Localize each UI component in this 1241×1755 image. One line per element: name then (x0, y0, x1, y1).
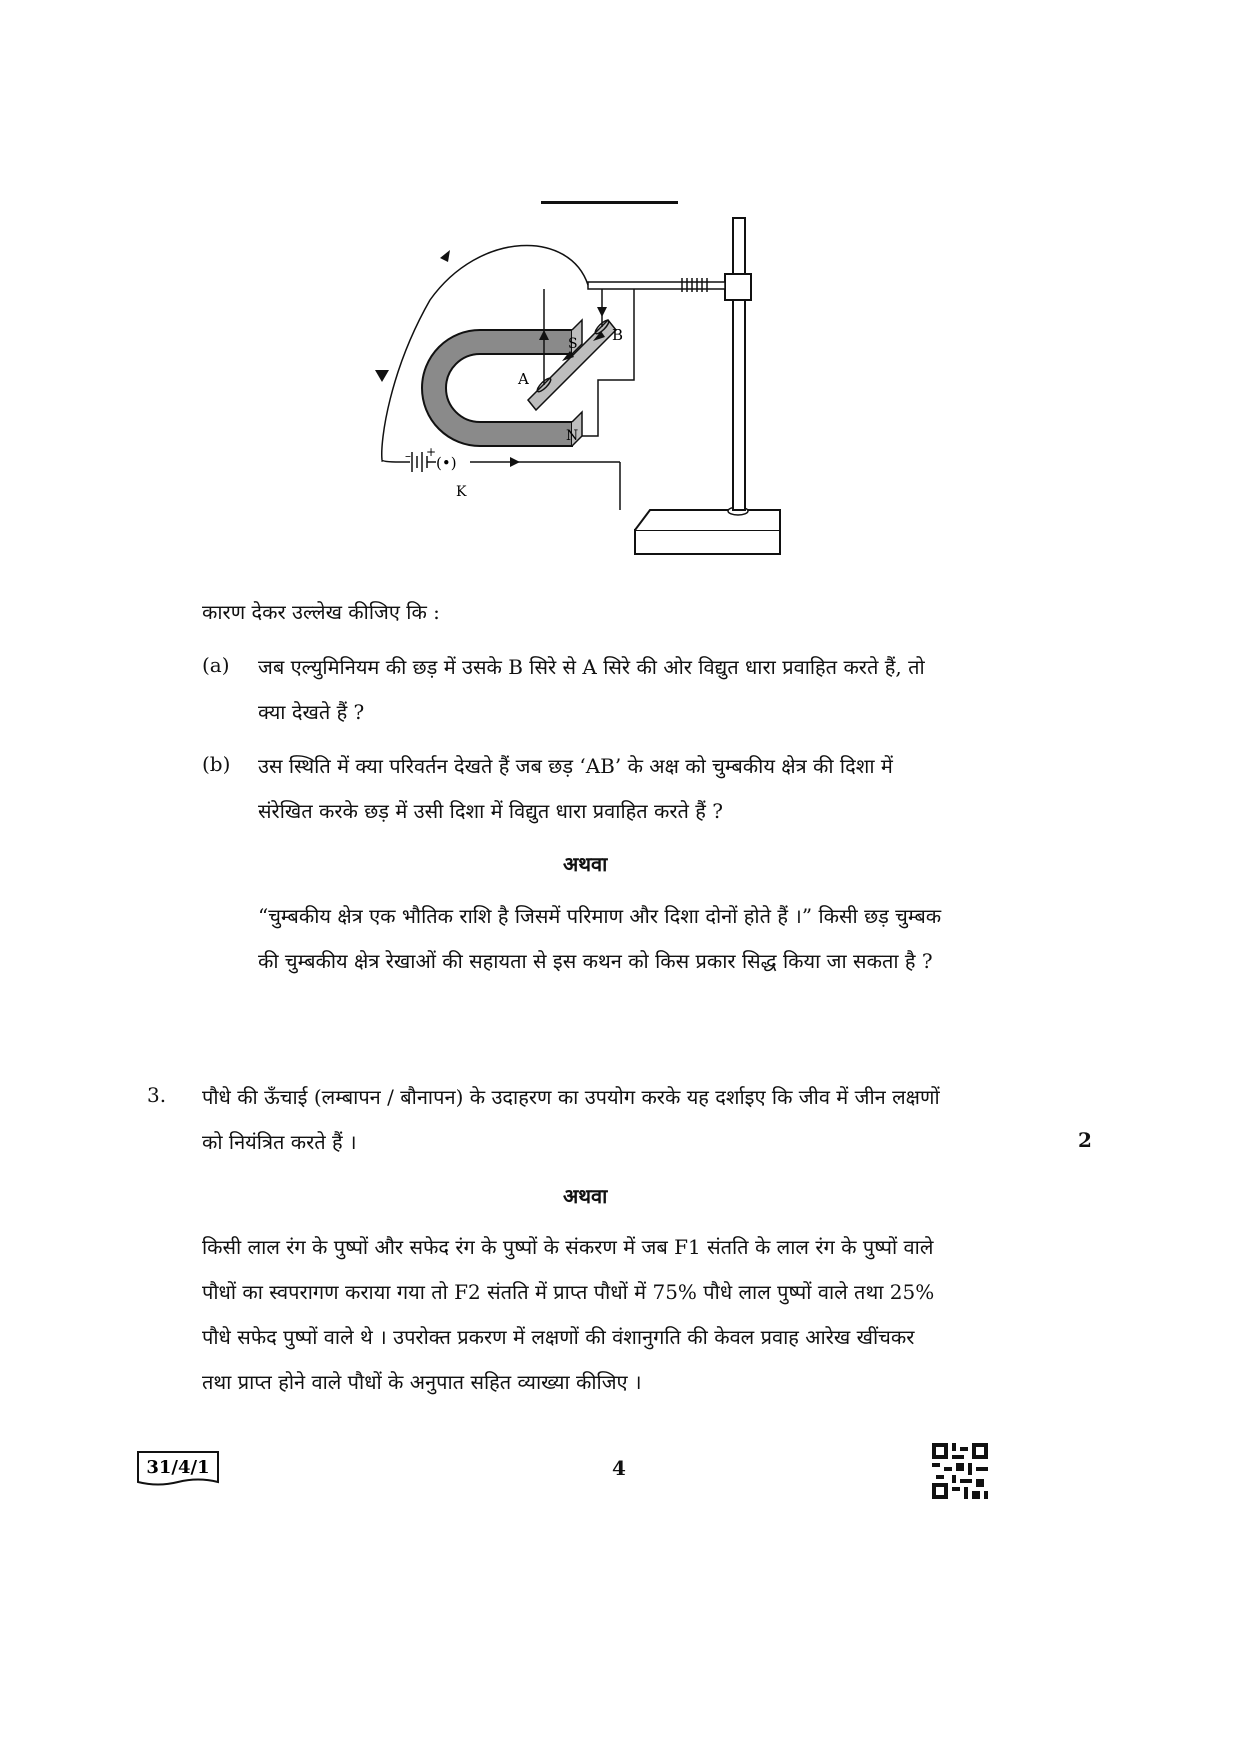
paper-code: 31/4/1 (146, 1457, 210, 1478)
label-minus: – (405, 449, 411, 463)
q3-or-line2: पौधों का स्वपरागण कराया गया तो F2 संतति में प्राप्त पौधों में 75% पौधे लाल पुष्पों वाले तथा 25% (202, 1280, 935, 1304)
magnetic-field-experiment-figure (405, 210, 780, 570)
q3-or-line3: पौधे सफेद पुष्पों वाले थे । उपरोक्त प्रकरण में लक्षणों की वंशानुगति की केवल प्रवाह आरेख खींचकर (202, 1325, 915, 1349)
q2-intro: कारण देकर उल्लेख कीजिए कि : (202, 600, 440, 624)
qr-code-icon (932, 1443, 988, 1499)
q3-number: 3. (147, 1083, 167, 1107)
q2-b-marker: (b) (202, 752, 231, 776)
q2-a-marker: (a) (202, 653, 230, 677)
arrow-down-icon (597, 307, 607, 317)
label-s: S (568, 336, 578, 352)
horizontal-rod (588, 282, 725, 289)
label-a: A (518, 370, 529, 388)
stand-pole (733, 218, 745, 510)
q2-b-line2: संरेखित करके छड़ में उसी दिशा में विद्युत धारा प्रवाहित करते हैं ? (258, 799, 724, 823)
page-number: 4 (612, 1456, 626, 1480)
stand-base (635, 530, 780, 554)
label-n: N (566, 428, 579, 444)
top-rule (541, 201, 678, 204)
arrow-icon (375, 370, 389, 382)
q2-a-line2: क्या देखते हैं ? (258, 700, 365, 724)
label-b: B (612, 326, 624, 344)
paper-code-box (136, 1449, 220, 1485)
q3-or-label: अथवा (563, 1184, 608, 1208)
q3-or-line1: किसी लाल रंग के पुष्पों और सफेद रंग के पुष्पों के संकरण में जब F1 संतति के लाल रंग के पुष्पों वाले (202, 1235, 934, 1259)
q2-or-line2: की चुम्बकीय क्षेत्र रेखाओं की सहायता से इस कथन को किस प्रकार सिद्ध किया जा सकता है ? (258, 949, 933, 973)
q3-or-line4: तथा प्राप्त होने वाले पौधों के अनुपात सहित व्याख्या कीजिए । (202, 1370, 642, 1394)
label-k: K (456, 484, 467, 500)
q2-b-line1: उस स्थिति में क्या परिवर्तन देखते हैं जब छड़ ‘AB’ के अक्ष को चुम्बकीय क्षेत्र की दिशा में (258, 754, 893, 778)
stand-clamp (725, 274, 751, 300)
stand-base-top (635, 510, 780, 530)
key-symbol: (•) (436, 454, 457, 472)
q3-marks: 2 (1078, 1128, 1092, 1152)
q3-line2: को नियंत्रित करते हैं । (202, 1130, 357, 1154)
arrow-right-icon (510, 457, 520, 467)
arrow-icon (440, 250, 450, 262)
q2-a-line1: जब एल्युमिनियम की छड़ में उसके B सिरे से A सिरे की ओर विद्युत धारा प्रवाहित करते हैं, तो (258, 655, 925, 679)
q2-or-label: अथवा (563, 852, 608, 876)
label-plus: + (426, 445, 437, 459)
battery-icon (412, 452, 427, 472)
circuit-wire-right (582, 289, 634, 436)
q3-line1: पौधे की ऊँचाई (लम्बापन / बौनापन) के उदाहरण का उपयोग करके यह दर्शाइए कि जीव में जीन लक्षणों (202, 1085, 940, 1109)
q2-or-line1: “चुम्बकीय क्षेत्र एक भौतिक राशि है जिसमें परिमाण और दिशा दोनों होते हैं ।” किसी छड़ चुम्बक (258, 904, 942, 928)
